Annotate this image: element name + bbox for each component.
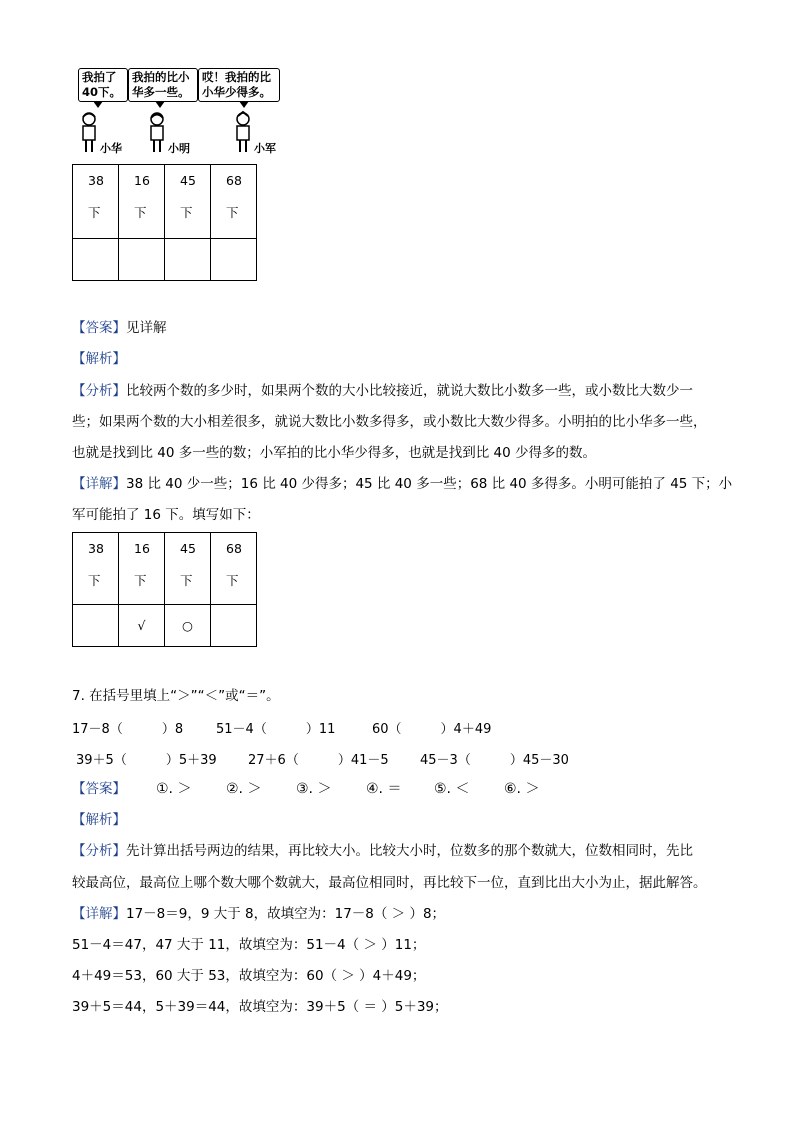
analysis-line	[72, 349, 126, 369]
comparison-item: 17－8（ ）8	[72, 722, 184, 737]
table-cell: 16 下	[119, 533, 165, 605]
speech-bubble-xiaohua	[78, 68, 128, 102]
table-row	[73, 165, 257, 239]
bubble-line: 哎！我拍的比	[202, 70, 271, 84]
paragraph-text: 比较两个数的多少时，如果两个数的大小比较接近，就说大数比小数多一些，或小数比大数少一	[126, 383, 693, 399]
answer-item: ②. ＞	[226, 781, 262, 797]
kid-figure-icon	[78, 110, 100, 156]
mark-cell	[211, 605, 257, 647]
answer-tag: 【答案】	[72, 320, 126, 336]
paragraph-text: 先计算出括号两边的结果，再比较大小。比较大小时，位数多的那个数就大，位数相同时，先比	[126, 843, 693, 859]
xiangjie-line	[72, 904, 445, 924]
speech-bubble-xiaoming	[128, 68, 198, 102]
paragraph-line: 51－4＝47，47 大于 11，故填空为：51－4（ ＞ ）11；	[72, 937, 426, 953]
paragraph-line: 些；如果两个数的大小相差很多，就说大数比小数多得多，或小数比大数少得多。小明拍的比小华多一些，	[72, 414, 707, 430]
comparison-item: 45－3（ ）45－30	[420, 753, 569, 768]
circle-mark-cell: ○	[165, 605, 211, 647]
bubble-line: 我拍的比小	[132, 70, 190, 84]
answer-item: ③. ＞	[296, 781, 332, 797]
mark-cell	[119, 239, 165, 281]
paragraph-line: 较最高位，最高位上哪个数大哪个数就大，最高位相同时，再比较下一位，直到比出大小为止，据此解答。	[72, 875, 707, 891]
bubble-line: 小华少得多。	[202, 85, 271, 99]
bubble-line: 华多一些。	[132, 85, 190, 99]
fenxi-tag: 【分析】	[72, 383, 126, 399]
table-row	[73, 605, 257, 647]
bubble-line: 40下。	[82, 85, 122, 99]
paragraph-line: 军可能拍了 16 下。填写如下：	[72, 507, 260, 523]
xiangjie-tag: 【详解】	[72, 906, 126, 922]
table-cell: 45 下	[165, 165, 211, 239]
mark-cell	[73, 605, 119, 647]
answer-item: ⑤. ＜	[434, 781, 470, 797]
speech-bubble-xiaojun	[198, 68, 280, 102]
fenxi-line	[72, 841, 693, 861]
answer-item: ①. ＞	[156, 781, 192, 797]
comparison-item: 39＋5（ ）5＋39	[76, 753, 217, 768]
mark-cell	[211, 239, 257, 281]
table-cell: 38 下	[73, 533, 119, 605]
table-row	[73, 239, 257, 281]
answer-line	[72, 318, 167, 338]
mark-cell	[165, 239, 211, 281]
kid-name-xiaoming: 小明	[168, 142, 190, 155]
paragraph-text: 38 比 40 少一些；16 比 40 少得多；45 比 40 多一些；68 比 40 多得多。小明可能拍了 45 下；小	[126, 476, 733, 492]
answer-item: ④. ＝	[366, 781, 402, 797]
mark-cell	[73, 239, 119, 281]
kid-name-xiaojun: 小军	[254, 142, 276, 155]
answer-table-filled	[72, 532, 257, 647]
bubble-line: 我拍了	[82, 70, 117, 84]
analysis-line	[72, 810, 126, 830]
paragraph-line: 也就是找到比 40 多一些的数；小军拍的比小华少得多，也就是找到比 40 少得多的数。	[72, 445, 597, 461]
comparison-item: 60（ ）4＋49	[372, 722, 492, 737]
question-title: 7. 在括号里填上“＞”“＜”或“＝”。	[72, 688, 280, 704]
table-row	[73, 533, 257, 605]
table-cell: 45 下	[165, 533, 211, 605]
kid-name-xiaohua: 小华	[100, 142, 122, 155]
answer-text: 见详解	[126, 320, 167, 336]
table-cell: 16 下	[119, 165, 165, 239]
paragraph-text: 17－8＝9，9 大于 8，故填空为：17－8（ ＞ ）8；	[126, 906, 446, 922]
xiangjie-tag: 【详解】	[72, 476, 126, 492]
analysis-tag: 【解析】	[72, 812, 126, 828]
comparison-item: 27＋6（ ）41－5	[248, 753, 389, 768]
table-cell: 38 下	[73, 165, 119, 239]
answer-line	[72, 779, 126, 799]
table-cell: 68 下	[211, 165, 257, 239]
answer-tag: 【答案】	[72, 781, 126, 797]
fenxi-line	[72, 381, 693, 401]
paragraph-line: 4＋49＝53，60 大于 53，故填空为：60（ ＞ ）4＋49；	[72, 968, 426, 984]
check-mark-cell: √	[119, 605, 165, 647]
fenxi-tag: 【分析】	[72, 843, 126, 859]
kid-figure-icon	[146, 110, 168, 156]
comparison-item: 51－4（ ）11	[216, 722, 336, 737]
answer-item: ⑥. ＞	[504, 781, 540, 797]
kid-figure-icon	[232, 110, 254, 156]
paragraph-line: 39＋5＝44，5＋39＝44，故填空为：39＋5（ ＝ ）5＋39；	[72, 999, 448, 1015]
analysis-tag: 【解析】	[72, 351, 126, 367]
table-cell: 68 下	[211, 533, 257, 605]
xiangjie-line	[72, 474, 732, 494]
answer-table-blank	[72, 164, 257, 281]
